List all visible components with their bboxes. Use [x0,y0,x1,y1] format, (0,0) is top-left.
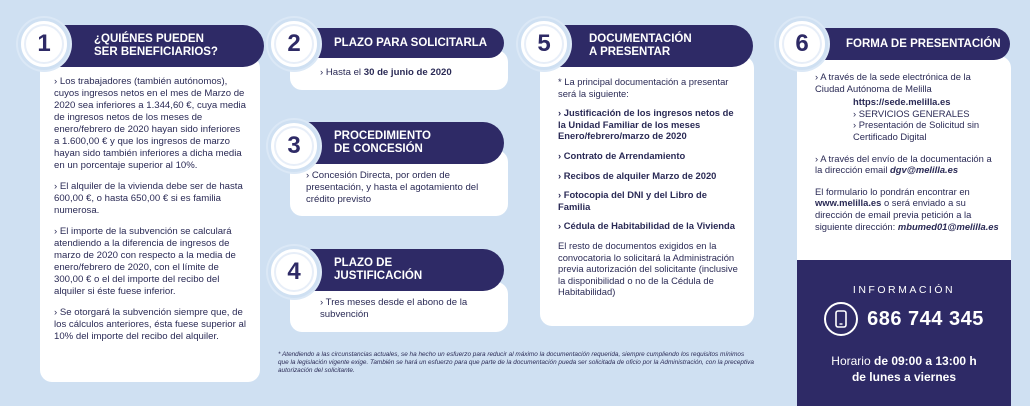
step-1-badge [18,18,70,70]
deadline-prefix: › Hasta el [320,67,364,78]
deadline-title: PLAZO PARA SOLICITARLA [334,36,488,49]
beneficiaries-text-2: › El alquiler de la vivienda debe ser de hasta 600,00 €, o hasta 650,00 € si es familia numerosa. [54,181,243,216]
step-6-number: 6 [795,30,809,57]
submission-form-text-a: El formulario lo pondrán encontrar en [815,185,970,197]
justification-header [300,249,504,291]
documentation-card [540,56,754,326]
hours-days: de lunes a viernes [851,370,957,384]
phone-number[interactable]: 686 744 345 [867,307,984,330]
phone-icon [824,302,858,336]
beneficiaries-card [40,56,260,382]
step-2-number: 2 [287,30,301,57]
step-5-number: 5 [537,30,551,57]
submission-form-text-b: o será enviado a su dirección de email previa petición a la siguiente dirección: [815,197,972,232]
submission-email-text: › A través del envío de la documentación a la dirección email [815,152,992,176]
melilla-web-link[interactable]: www.melilla.es [815,197,882,209]
step-3-number: 3 [287,132,301,159]
info-label: INFORMACIÓN [852,284,956,296]
step-6-badge [776,18,828,70]
documentation-item: › Fotocopia del DNI y del Libro de Familia [558,189,707,212]
documentation-outro: El resto de documentos exigidos en la convocatoria lo solicitará la Administración previa autorización del solicitante (inclusive la disponibilidad o no de la Cédula de Habitabilidad) [558,239,738,298]
documentation-item: › Justificación de los ingresos netos de la Unidad Familiar de los meses Enero/febrero/marzo de 2020 [558,107,734,142]
procedure-text: › Concesión Directa, por orden de presentación, y hasta el agotamiento del crédito previsto [306,170,479,205]
step-3-badge [268,120,320,172]
beneficiaries-title: ¿QUIÉNES PUEDEN SER BENEFICIARIOS? [94,33,218,58]
submission-online: › A través de la sede electrónica de la Ciudad Autónoma de Melilla [815,71,971,94]
hours-prefix: Horario [831,354,871,368]
justification-title: PLAZO DE JUSTIFICACIÓN [334,257,423,282]
beneficiaries-text-4: › Se otorgará la subvención siempre que, de los cálculos anteriores, ésta fuese superior al 10% del importe del recibo del alquiler. [54,307,246,342]
documentation-item: › Cédula de Habitabilidad de la Vivienda [558,220,735,232]
step-5-badge [518,18,570,70]
hours-value: de 09:00 a 13:00 h [873,354,977,368]
submission-card [797,56,1011,260]
beneficiaries-header [60,25,264,67]
submission-header [812,28,1010,60]
documentation-header [555,25,753,67]
submission-email [815,153,1001,176]
procedure-title: PROCEDIMIENTO DE CONCESIÓN [334,130,431,155]
deadline-header [300,28,504,58]
step-2-badge [268,18,320,70]
procedure-header [300,122,504,164]
submission-step-2: › Presentación de Solicitud sin Certificado Digital [853,119,980,142]
justification-text: › Tres meses desde el abono de la subvención [320,297,468,320]
beneficiaries-text-3: › El importe de la subvención se calculará atendiendo a la diferencia de ingresos de marzo de 2020 con respecto a la media de enero/febrero de 2020, con el límite de 300,00 € o el del importe del recibo del alquiler si éste fuese inferior. [54,226,236,297]
info-box [797,260,1011,406]
documentation-intro: * La principal documentación a presentar será la siguiente: [558,76,729,99]
step-4-badge [268,246,320,298]
documentation-title: DOCUMENTACIÓN A PRESENTAR [589,33,692,58]
submission-form [815,186,1001,232]
deadline-date: 30 de junio de 2020 [363,67,452,78]
submission-step-1: › SERVICIOS GENERALES [853,107,970,119]
documentation-item: › Recibos de alquiler Marzo de 2020 [558,169,717,181]
beneficiaries-text-1: › Los trabajadores (también autónomos), cuyos ingresos netos en el mes de Marzo de 2020 sea inferiores a 1.344,60 €, cuya media de ingresos netos de los meses de enero/febrero de 2020 hayan sido inferiores a 1.600,00 € y que los ingresos de marzo hayan sido también inferiores a dicha media en un porcentaje superior al 10%. [54,76,247,171]
step-1-number: 1 [37,30,51,57]
documentation-item: › Contrato de Arrendamiento [558,149,686,161]
mbumed-email-link[interactable]: mbumed01@melilla.es [897,220,999,232]
step-4-number: 4 [287,258,301,285]
dgv-email-link[interactable]: dgv@melilla.es [890,164,959,176]
sede-url-link[interactable]: https://sede.melilla.es [853,96,951,108]
footnote: * Atendiendo a las circunstancias actuales, se ha hecho un esfuerzo para reducir al máximo la documentación requerida, siempre cumpliendo los requisitos mínimos que la legislación vigente exige. También se hará un esfuerzo para que parte de la documentación pueda ser solicitada de oficio por la Administración, con la preceptiva autorización del solicitante. [278,351,754,374]
submission-title: FORMA DE PRESENTACIÓN [846,37,1001,50]
